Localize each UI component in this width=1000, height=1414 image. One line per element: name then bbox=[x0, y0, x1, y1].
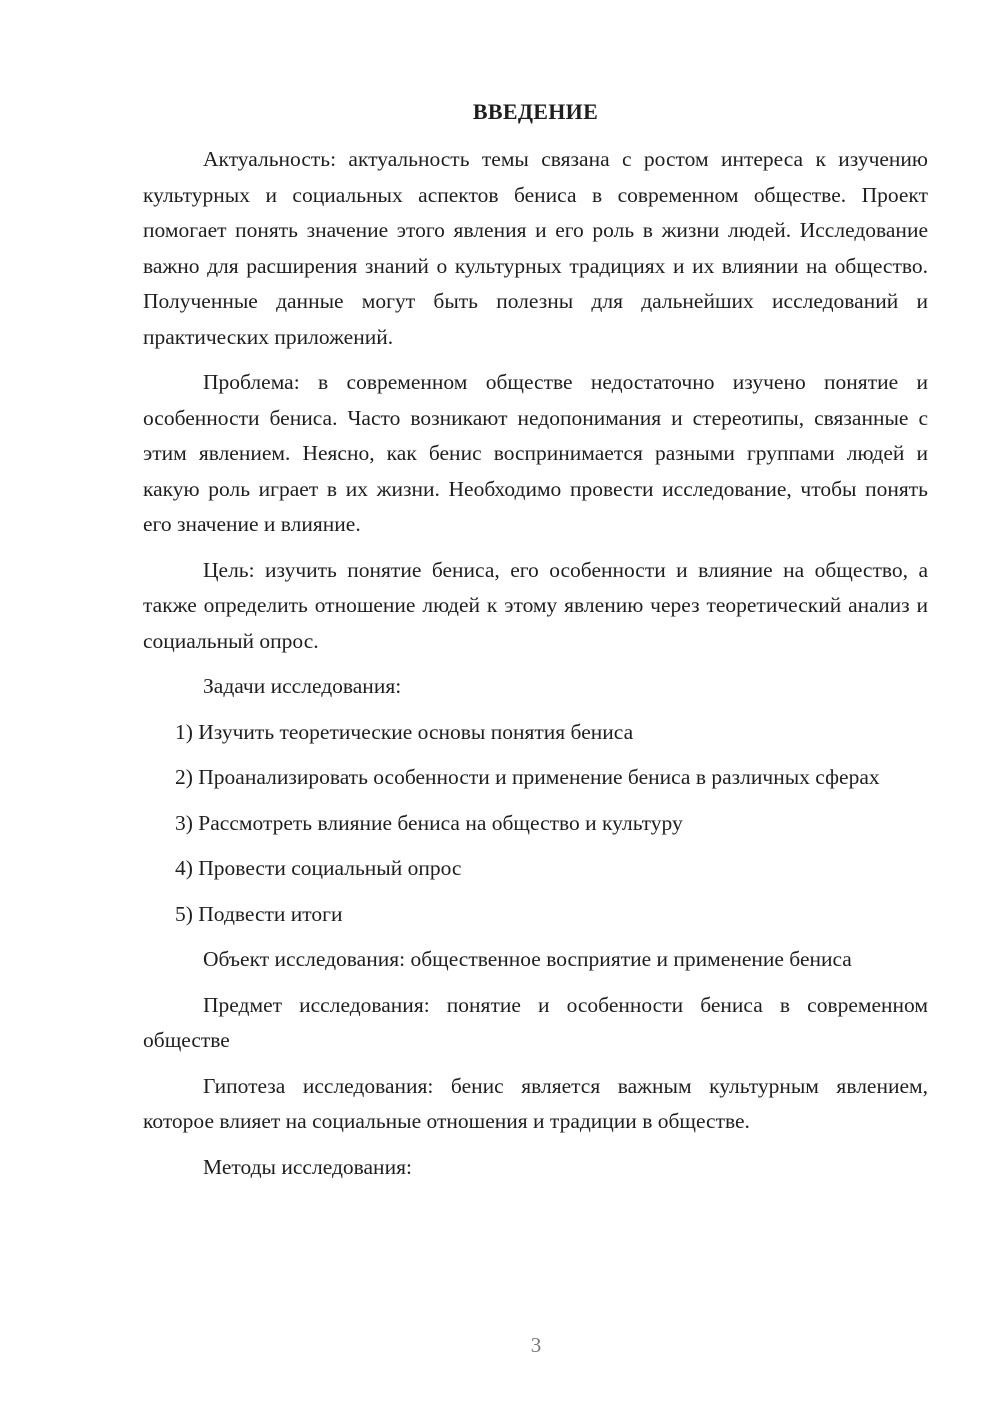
paragraph-goal: Цель: изучить понятие бениса, его особенности и влияние на общество, а также определить отношение людей к этому явлению через теоретический анализ и социальный опрос. bbox=[143, 557, 928, 653]
task-item: 5) Подвести итоги bbox=[175, 901, 343, 926]
paragraph-tasks-heading: Задачи исследования: bbox=[203, 674, 402, 698]
paragraph-object: Объект исследования: общественное восприятие и применение бениса bbox=[203, 947, 852, 971]
task-item: 3) Рассмотреть влияние бениса на общество и культуру bbox=[175, 810, 683, 835]
page-content bbox=[143, 96, 928, 1195]
paragraph-relevance: Актуальность: актуальность темы связана с ростом интереса к изучению культурных и социальных аспектов бениса в современном обществе. Проект помогает понять значение этого явления и его роль в жизни людей. Исследование важно для расширения знаний о культурных традициях и их влиянии на общество. Полученные данные могут быть полезны для дальнейших исследований и практических приложений. bbox=[143, 147, 928, 349]
task-item: 1) Изучить теоретические основы понятия бениса bbox=[175, 719, 634, 744]
paragraph-subject: Предмет исследования: понятие и особенности бениса в современном обществе bbox=[143, 992, 928, 1052]
page-title: ВВЕДЕНИЕ bbox=[472, 99, 599, 124]
task-item: 4) Провести социальный опрос bbox=[175, 856, 462, 880]
paragraph-hypothesis: Гипотеза исследования: бенис является важным культурным явлением, которое влияет на социальные отношения и традиции в обществе. bbox=[143, 1073, 928, 1133]
paragraph-methods-heading: Методы исследования: bbox=[203, 1154, 412, 1179]
task-item: 2) Проанализировать особенности и применение бениса в различных сферах bbox=[175, 765, 880, 789]
paragraph-problem: Проблема: в современном обществе недостаточно изучено понятие и особенности бениса. Часто возникают недопонимания и стереотипы, связанные с этим явлением. Неясно, как бенис воспринимается разными группами людей и какую роль играет в их жизни. Необходимо провести исследование, чтобы понять его значение и влияние. bbox=[143, 370, 928, 536]
page-number: 3 bbox=[530, 1333, 542, 1357]
